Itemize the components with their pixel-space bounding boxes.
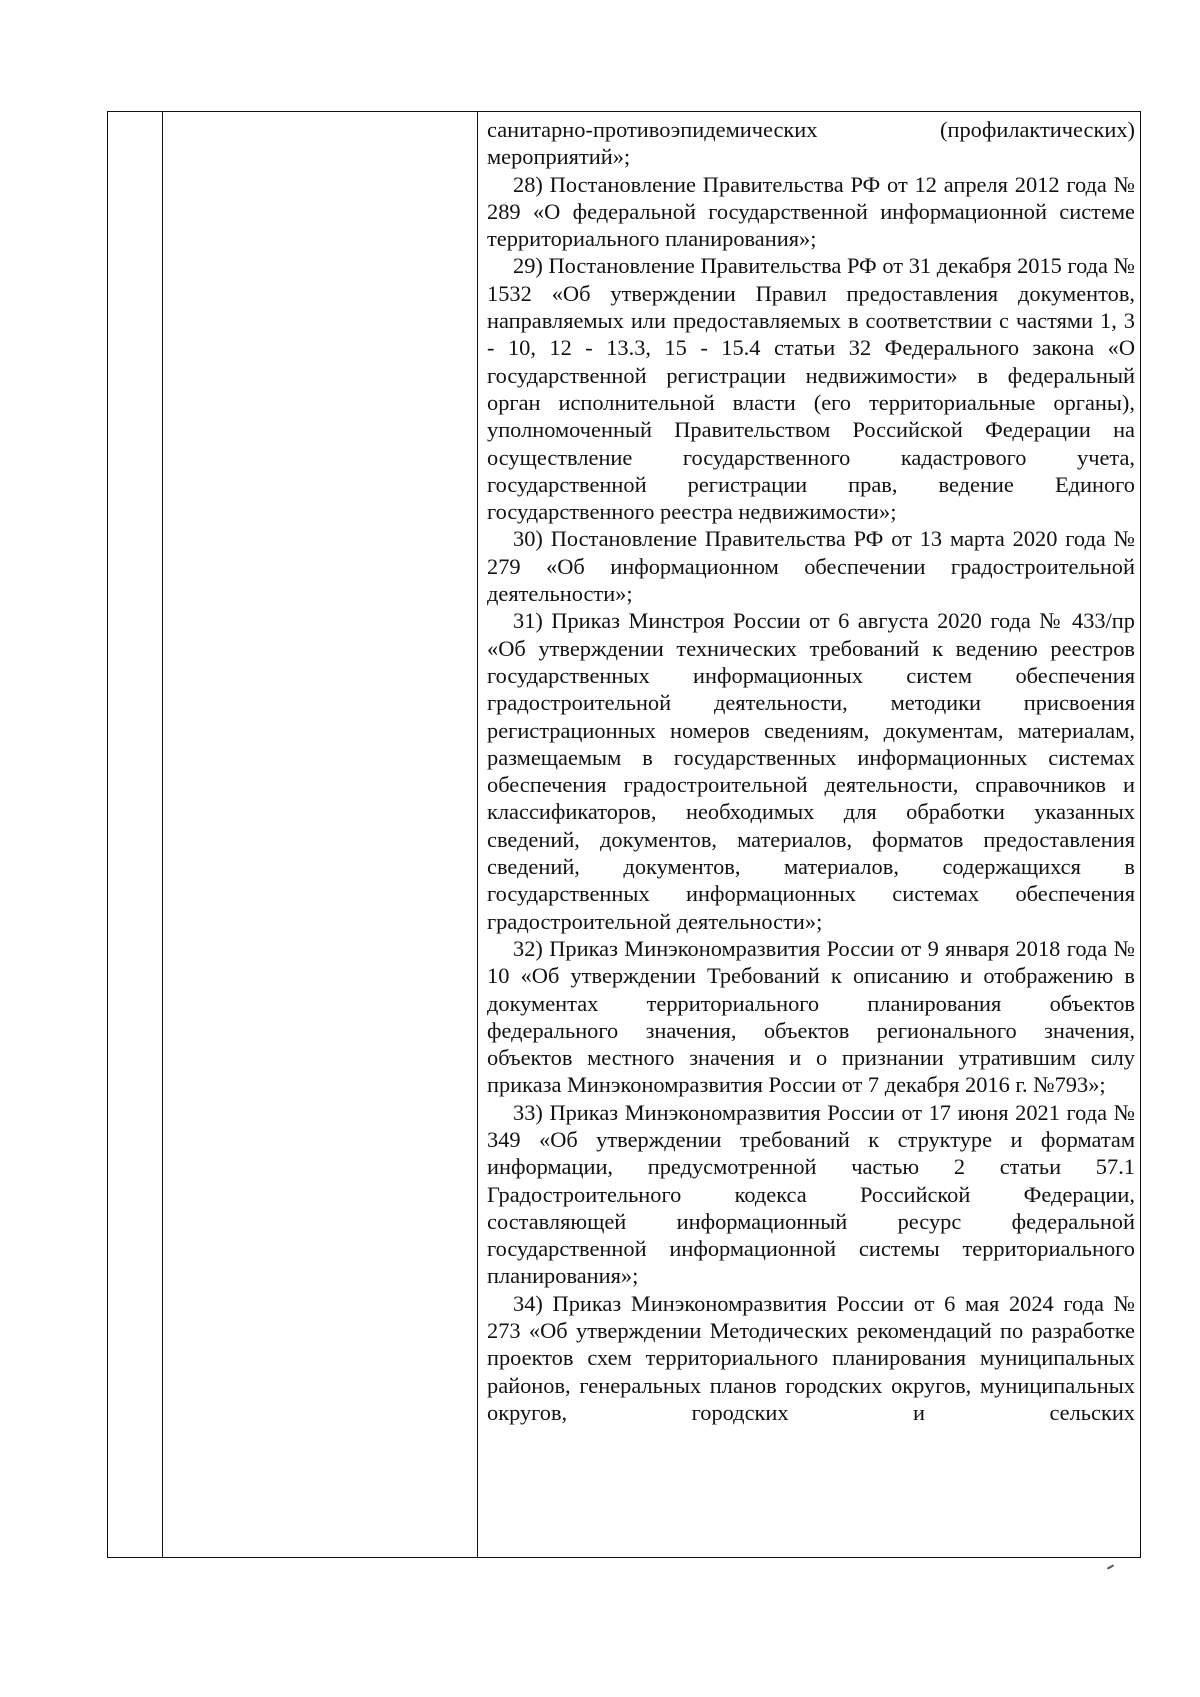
list-item-30: 30) Постановление Правительства РФ от 13 марта 2020 года № 279 «Об информационном обеспечении градостроительной деятельности»;	[487, 526, 1135, 607]
list-item-28: 28) Постановление Правительства РФ от 12 апреля 2012 года № 289 «О федеральной государственной информационной системе территориального планирования»;	[487, 171, 1135, 252]
scan-artifact-mark	[1107, 1564, 1114, 1569]
list-item-31: 31) Приказ Минстроя России от 6 августа 2020 года № 433/пр «Об утверждении технических требований к ведению реестров государственных информационных систем обеспечения градостроительной деятельности, методики присвоения регистрационных номеров сведениям, документам, материалам, размещаемым в государственных информационных системах обеспечения градостроительной деятельности, справочников и классификаторов, необходимых для обработки указанных сведений, документов, материалов, форматов предоставления сведений, документов, материалов, содержащихся в государственных информационных системах обеспечения градостроительной деятельности»;	[487, 608, 1135, 934]
list-item-29: 29) Постановление Правительства РФ от 31 декабря 2015 года № 1532 «Об утверждении Правил предоставления документов, направляемых или предоставляемых в соответствии с частями 1, 3 - 10, 12 - 13.3, 15 - 15.4 статьи 32 Федерального закона «О государственной регистрации недвижимости» в федеральный орган исполнительной власти (его территориальные органы), уполномоченный Правительством Российской Федерации на осуществление государственного кадастрового учета, государственной регистрации прав, ведение Единого государственного реестра недвижимости»;	[487, 253, 1135, 525]
paragraph-continuation: санитарно-противоэпидемических (профилактических) мероприятий»;	[487, 117, 1135, 170]
list-item-34: 34) Приказ Минэкономразвития России от 6 мая 2024 года № 273 «Об утверждении Методических рекомендаций по разработке проектов схем территориального планирования муниципальных районов, генеральных планов городских округов, муниципальных округов, городских и сельских	[487, 1290, 1135, 1425]
list-item-33: 33) Приказ Минэкономразвития России от 17 июня 2021 года № 349 «Об утверждении требований к структуре и форматам информации, предусмотренной частью 2 статьи 57.1 Градостроительного кодекса Российской Федерации, составляющей информационный ресурс федеральной государственной информационной системы территориального планирования»;	[487, 1099, 1135, 1289]
document-table	[107, 111, 1141, 1558]
table-column-divider	[162, 112, 163, 1557]
list-item-32: 32) Приказ Минэкономразвития России от 9 января 2018 года № 10 «Об утверждении Требований к описанию и отображению в документах территориального планирования объектов федерального значения, объектов регионального значения, объектов местного значения и о признании утратившим силу приказа Минэкономразвития России от 7 декабря 2016 г. №793»;	[487, 935, 1135, 1098]
table-text-cell	[487, 116, 1135, 1426]
table-column-divider	[477, 112, 478, 1557]
